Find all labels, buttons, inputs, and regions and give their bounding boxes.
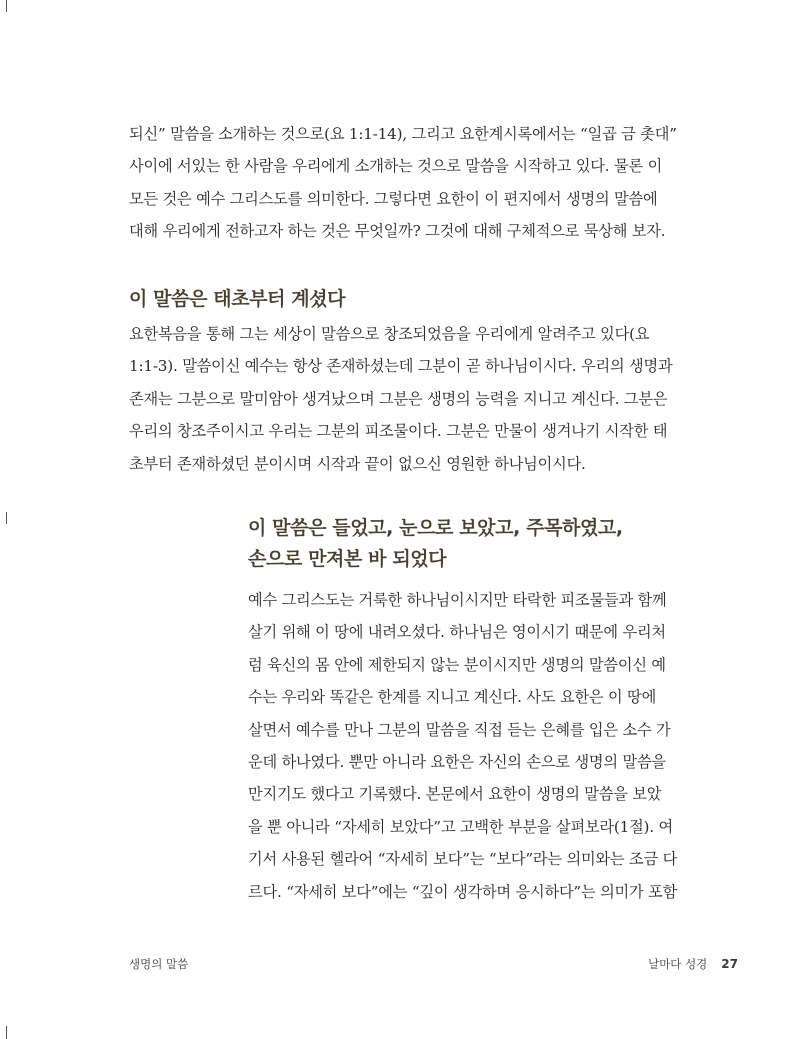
text-line: 초부터 존재하셨던 분이시며 시작과 끝이 없으신 영원한 하나님이시다. [129, 454, 586, 473]
text-line: 럼 육신의 몸 안에 제한되지 않는 분이시지만 생명의 말씀이신 예 [248, 655, 666, 674]
page-number: 27 [721, 957, 738, 971]
section-paragraph-touched [248, 584, 681, 908]
text-line: 1:1-3). 말씀이신 예수는 항상 존재하셨는데 그분이 곧 하나님이시다. 우리의 생명과 [129, 357, 673, 376]
text-line: 대해 우리에게 전하고자 하는 것은 무엇일까? 그것에 대해 구체적으로 묵상해 보자. [129, 222, 666, 241]
text-line: 사이에 서있는 한 사람을 우리에게 소개하는 것으로 말씀을 시작하고 있다. 물론 이 [129, 157, 663, 176]
text-line: 모든 것은 예수 그리스도를 의미한다. 그렇다면 요한이 이 편지에서 생명의 말씀에 [129, 189, 658, 208]
text-line: 우리의 창조주이시고 우리는 그분의 피조물이다. 그분은 만물이 생겨나기 시작한 태 [129, 422, 668, 441]
text-line: 수는 우리와 똑같은 한계를 지니고 계신다. 사도 요한은 이 땅에 [248, 688, 657, 707]
section-paragraph-beginning [129, 318, 681, 480]
intro-paragraph [129, 118, 681, 248]
footer-book-title: 생명의 말씀 [129, 957, 189, 971]
text-line: 만지기도 했다고 기록했다. 본문에서 요한이 생명의 말씀을 보았 [248, 785, 662, 804]
crop-mark-top [6, 0, 7, 12]
text-line: 살기 위해 이 땅에 내려오셨다. 하나님은 영이시기 때문에 우리처 [248, 623, 666, 642]
section-heading-touched [248, 513, 623, 575]
footer-series-title: 날마다 성경 [648, 957, 708, 971]
heading-line: 손으로 만져본 바 되었다 [248, 548, 447, 570]
heading-line: 이 말씀은 들었고, 눈으로 보았고, 주목하였고, [248, 517, 623, 539]
crop-mark-middle [6, 512, 7, 524]
text-line: 예수 그리스도는 거룩한 하나님이시지만 타락한 피조물들과 함께 [248, 591, 667, 609]
text-line: 르다. “자세히 보다”에는 “깊이 생각하며 응시하다”는 의미가 포함 [248, 882, 678, 901]
crop-mark-bottom [6, 1026, 7, 1039]
text-line: 살면서 예수를 만나 그분의 말씀을 직접 듣는 은혜를 입은 소수 가 [248, 720, 671, 739]
text-line: 존재는 그분으로 말미암아 생겨났으며 그분은 생명의 능력을 지니고 계신다. 그분은 [129, 389, 668, 408]
text-line: 운데 하나였다. 뿐만 아니라 요한은 자신의 손으로 생명의 말씀을 [248, 753, 666, 772]
text-line: 을 뿐 아니라 “자세히 보았다”고 고백한 부분을 살펴보라(1절). 여 [248, 817, 673, 836]
text-line: 되신” 말씀을 소개하는 것으로(요 1:1-14), 그리고 요한계시록에서는 “일곱 금 촛대” [129, 125, 677, 143]
section-heading-beginning: 이 말씀은 태초부터 계셨다 [129, 288, 346, 310]
text-line: 요한복음을 통해 그는 세상이 말씀으로 창조되었음을 우리에게 알려주고 있다(요 [129, 325, 650, 343]
text-line: 기서 사용된 헬라어 “자세히 보다”는 “보다”라는 의미와는 조금 다 [248, 850, 678, 869]
footer-right [648, 956, 738, 972]
